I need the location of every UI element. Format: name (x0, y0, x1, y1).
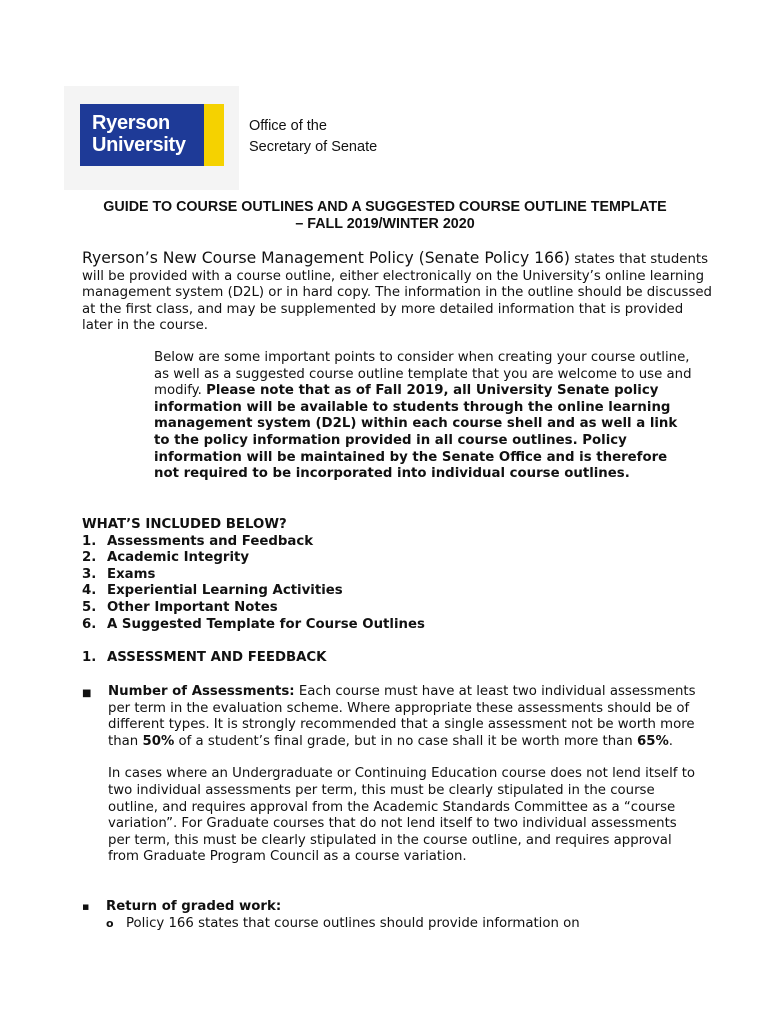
list-item (82, 567, 702, 584)
logo-wordmark (80, 104, 211, 166)
list-item (82, 617, 702, 634)
logo-line-2: University (92, 134, 186, 156)
list-item (82, 550, 702, 567)
section-number: 1. (82, 650, 97, 665)
bullet-text: . (668, 733, 674, 749)
bullet-return-of-graded-work (82, 899, 702, 932)
list-item (82, 583, 702, 600)
logo-accent-bar (204, 104, 224, 166)
square-bullet-icon: ▪ (82, 900, 90, 913)
included-heading: WHAT’S INCLUDED BELOW? (82, 517, 287, 532)
section-title: ASSESSMENT AND FEEDBACK (107, 650, 327, 665)
intro-lead: Ryerson’s New Course Management Policy (Senate Policy 166) (82, 249, 570, 267)
list-item-number: 2. (82, 550, 97, 566)
list-item-label: Assessments and Feedback (107, 533, 314, 549)
list-item (82, 534, 702, 551)
note-bold-text: Please note that as of Fall 2019, all University Senate policy information will be available to students through the online learning management system (D2L) within each course shell and as well a link to the policy information provided in all course outlines. Policy information will be maintained by the Senate Office and is therefore not required to be incorporated into individual course outlines. (154, 383, 678, 482)
list-item-label: Academic Integrity (107, 550, 250, 566)
sub-bullet (106, 916, 702, 933)
square-bullet-icon: ■ (82, 688, 92, 699)
list-item-number: 1. (82, 533, 97, 549)
list-item (82, 600, 702, 617)
logo-line-1: Ryerson (92, 112, 170, 134)
university-logo (64, 86, 239, 190)
included-list (82, 517, 702, 633)
important-note (154, 350, 694, 483)
office-line-2: Secretary of Senate (249, 139, 378, 155)
list-item-label: Other Important Notes (107, 599, 278, 615)
section-heading (82, 650, 327, 665)
list-item-number: 3. (82, 566, 97, 582)
percent-limit: 50% (142, 733, 175, 749)
percent-limit: 65% (636, 733, 669, 749)
bullet-paragraph: In cases where an Undergraduate or Continuing Education course does not lend itself to two individual assessments per term, this must be clearly stipulated in the course outline, and requires approval from the Academic Standards Committee as a “course variation”. For Graduate courses that do not lend itself to two individual assessments per term, this must be clearly stipulated in the course outline, and requires approval from Graduate Program Council as a course variation. (108, 766, 696, 865)
bullet-number-of-assessments (82, 684, 702, 882)
document-title (70, 199, 700, 233)
intro-paragraph (82, 250, 712, 335)
note-text: Below are some important points to consider when creating your course outline, as well as a suggested course outline template that you are welcome to use and modify. (154, 350, 692, 399)
list-item-number: 4. (82, 583, 97, 599)
list-item-number: 5. (82, 599, 97, 615)
bullet-text: Each course must have at least two individual assessments per term in the evaluation scheme. Where appropriate these assessments should be of different types. It is strongly recommended that a single assessment not be worth more than (108, 684, 696, 749)
list-item-label: Experiential Learning Activities (107, 583, 343, 599)
sub-bullet-text: Policy 166 states that course outlines should provide information on (126, 915, 580, 931)
list-item-label: A Suggested Template for Course Outlines (107, 616, 425, 632)
list-item-label: Exams (107, 566, 156, 582)
list-item-number: 6. (82, 616, 97, 632)
bullet-paragraph (108, 684, 702, 750)
bullet-heading: Return of graded work: (106, 899, 282, 914)
intro-text: states that students will be provided with a course outline, either electronically on the University’s online learning management system (D2L) or in hard copy. The information in the outline should be discussed at the first class, and may be supplemented by more detailed information that is provided later in the course. (82, 252, 712, 334)
circle-bullet-icon: o (106, 916, 114, 930)
office-line-1: Office of the (249, 118, 327, 134)
title-line-2: – FALL 2019/WINTER 2020 (295, 216, 475, 232)
bullet-text: of a student’s final grade, but in no case shall it be worth more than (174, 733, 637, 749)
office-heading (249, 116, 377, 158)
title-line-1: GUIDE TO COURSE OUTLINES AND A SUGGESTED COURSE OUTLINE TEMPLATE (103, 199, 667, 215)
bullet-lead: Number of Assessments: (108, 684, 295, 699)
